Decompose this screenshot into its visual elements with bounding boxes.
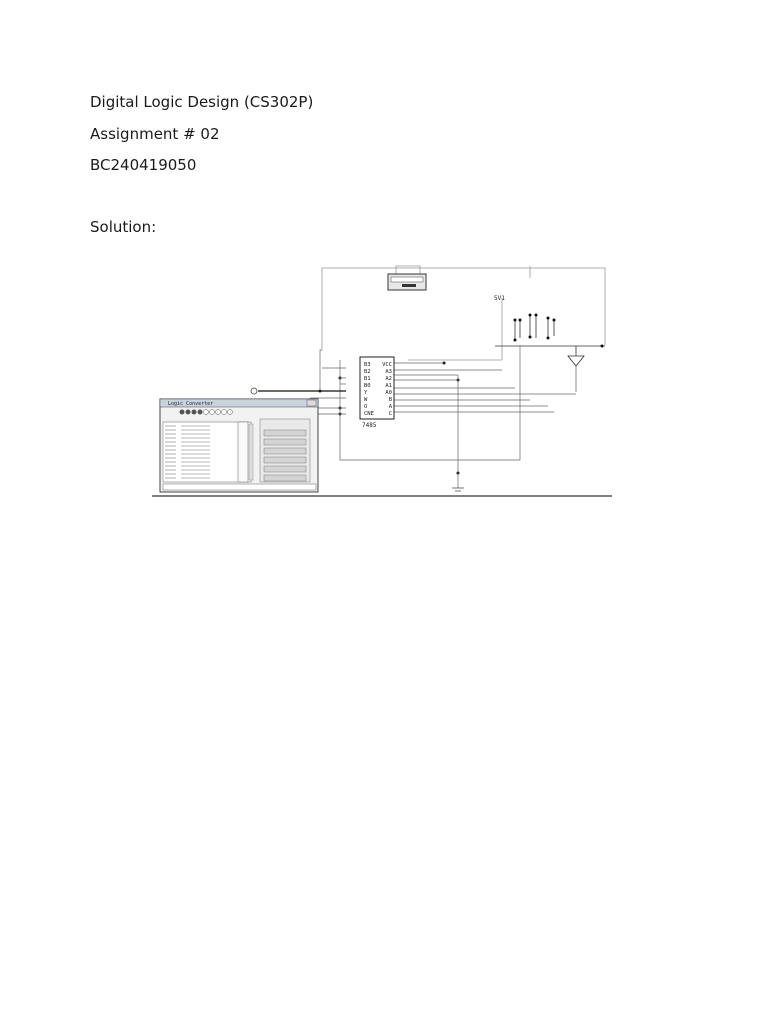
top-instrument — [388, 274, 426, 290]
output-led-icon — [568, 356, 584, 366]
svg-text:A: A — [388, 404, 392, 410]
svg-text:A3: A3 — [385, 369, 392, 375]
svg-text:A0: A0 — [385, 390, 392, 396]
svg-text:B1: B1 — [364, 376, 371, 382]
chip-label: 7485 — [362, 422, 377, 429]
close-icon — [307, 400, 316, 406]
svg-text:B2: B2 — [364, 369, 371, 375]
svg-text:C: C — [388, 411, 392, 417]
svg-text:B3: B3 — [364, 362, 371, 368]
circuit-diagram — [150, 260, 615, 500]
solution-heading: Solution: — [90, 218, 157, 236]
scrollbar — [249, 424, 253, 480]
svg-text:O: O — [364, 404, 368, 410]
course-title: Digital Logic Design (CS302P) — [90, 93, 314, 111]
probe-label: 5V1 — [494, 295, 505, 302]
input-terminal-icon — [251, 388, 257, 394]
svg-text:B: B — [388, 397, 392, 403]
student-id: BC240419050 — [90, 156, 197, 174]
expression-field — [163, 484, 316, 490]
svg-text:A1: A1 — [385, 383, 392, 389]
svg-text:W: W — [364, 397, 368, 403]
svg-text:Y: Y — [364, 390, 368, 396]
output-column — [238, 422, 248, 482]
svg-text:CNE: CNE — [364, 411, 374, 417]
svg-text:VCC: VCC — [382, 362, 392, 368]
ic-7485 — [360, 357, 394, 429]
svg-text:A2: A2 — [385, 376, 392, 382]
assignment-number: Assignment # 02 — [90, 125, 220, 143]
logic-converter-window — [160, 399, 318, 492]
svg-text:B0: B0 — [364, 383, 371, 389]
analyzer-title: Logic Converter — [168, 401, 214, 407]
input-switches — [495, 315, 605, 346]
